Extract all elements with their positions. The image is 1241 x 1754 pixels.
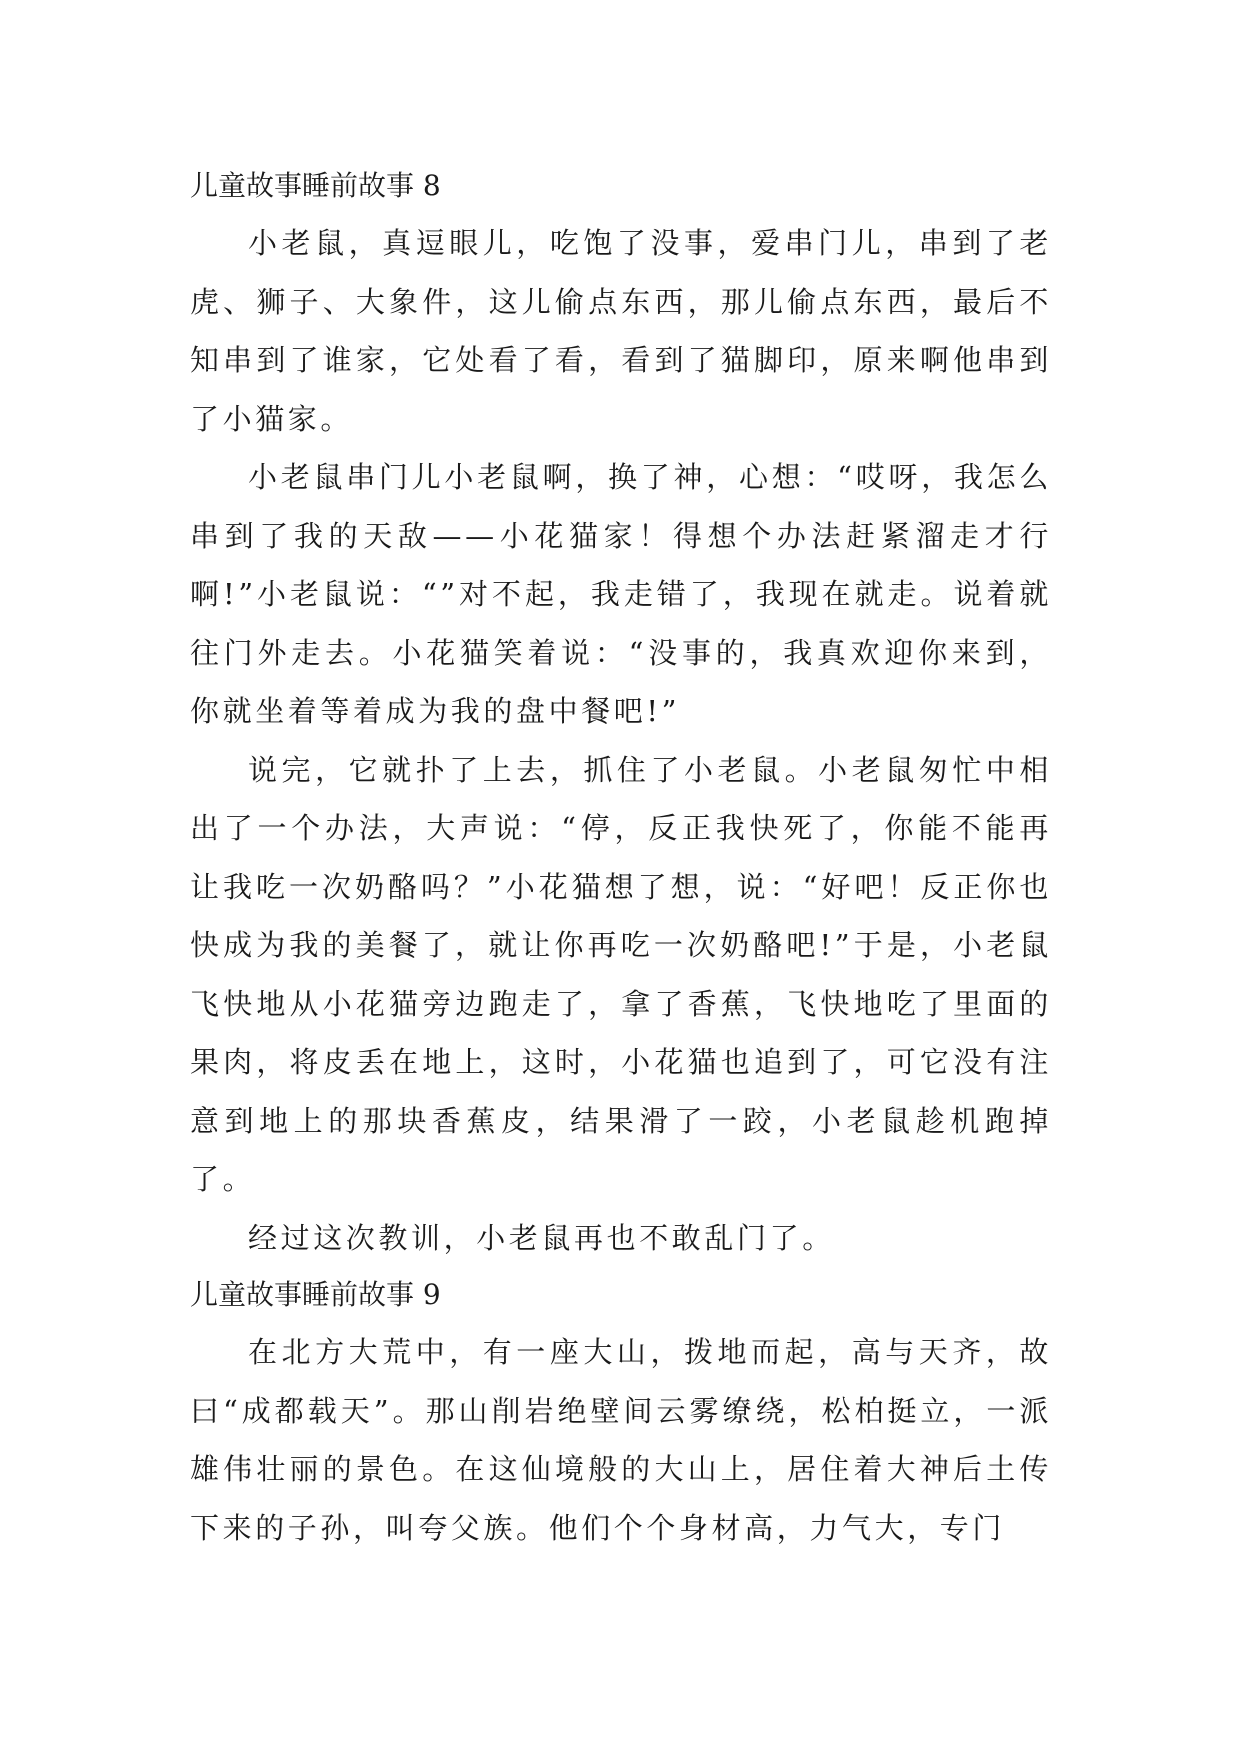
document-page [190, 158, 1052, 1557]
story-heading-9: 儿童故事睡前故事 9 [190, 1278, 441, 1311]
story-paragraph: 经过这次教训，小老鼠再也不敢乱门了。 [248, 1220, 835, 1255]
story-heading-8: 儿童故事睡前故事 8 [190, 169, 441, 202]
story-section-9 [190, 1267, 1052, 1557]
story-paragraph: 在北方大荒中，有一座大山，拨地而起，高与天齐，故曰“成都载天”。那山削岩绝壁间云雾缭绕，松柏挺立，一派雄伟壮丽的景色。在这仙境般的大山上，居住着大神后土传下来的子孙，叫夸父族。他们个个身材高，力气大，专门 [190, 1335, 1052, 1545]
story-section-8 [190, 158, 1052, 1267]
story-paragraph: 小老鼠，真逗眼儿，吃饱了没事，爱串门儿，串到了老虎、狮子、大象件，这儿偷点东西，那儿偷点东西，最后不知串到了谁家，它处看了看，看到了猫脚印，原来啊他串到了小猫家。 [190, 226, 1052, 436]
story-paragraph: 小老鼠串门儿小老鼠啊，换了神，心想：“哎呀，我怎么串到了我的天敌——小花猫家！得想个办法赶紧溜走才行啊!”小老鼠说：“”对不起，我走错了，我现在就走。说着就往门外走去。小花猫笑着说：“没事的，我真欢迎你来到，你就坐着等着成为我的盘中餐吧!” [190, 460, 1052, 728]
story-paragraph: 说完，它就扑了上去，抓住了小老鼠。小老鼠匆忙中相出了一个办法，大声说：“停，反正我快死了，你能不能再让我吃一次奶酪吗？”小花猫想了想，说：“好吧！反正你也快成为我的美餐了，就让你再吃一次奶酪吧!”于是，小老鼠飞快地从小花猫旁边跑走了，拿了香蕉，飞快地吃了里面的果肉，将皮丢在地上，这时，小花猫也追到了，可它没有注意到地上的那块香蕉皮，结果滑了一跤，小老鼠趁机跑掉了。 [190, 752, 1052, 1196]
